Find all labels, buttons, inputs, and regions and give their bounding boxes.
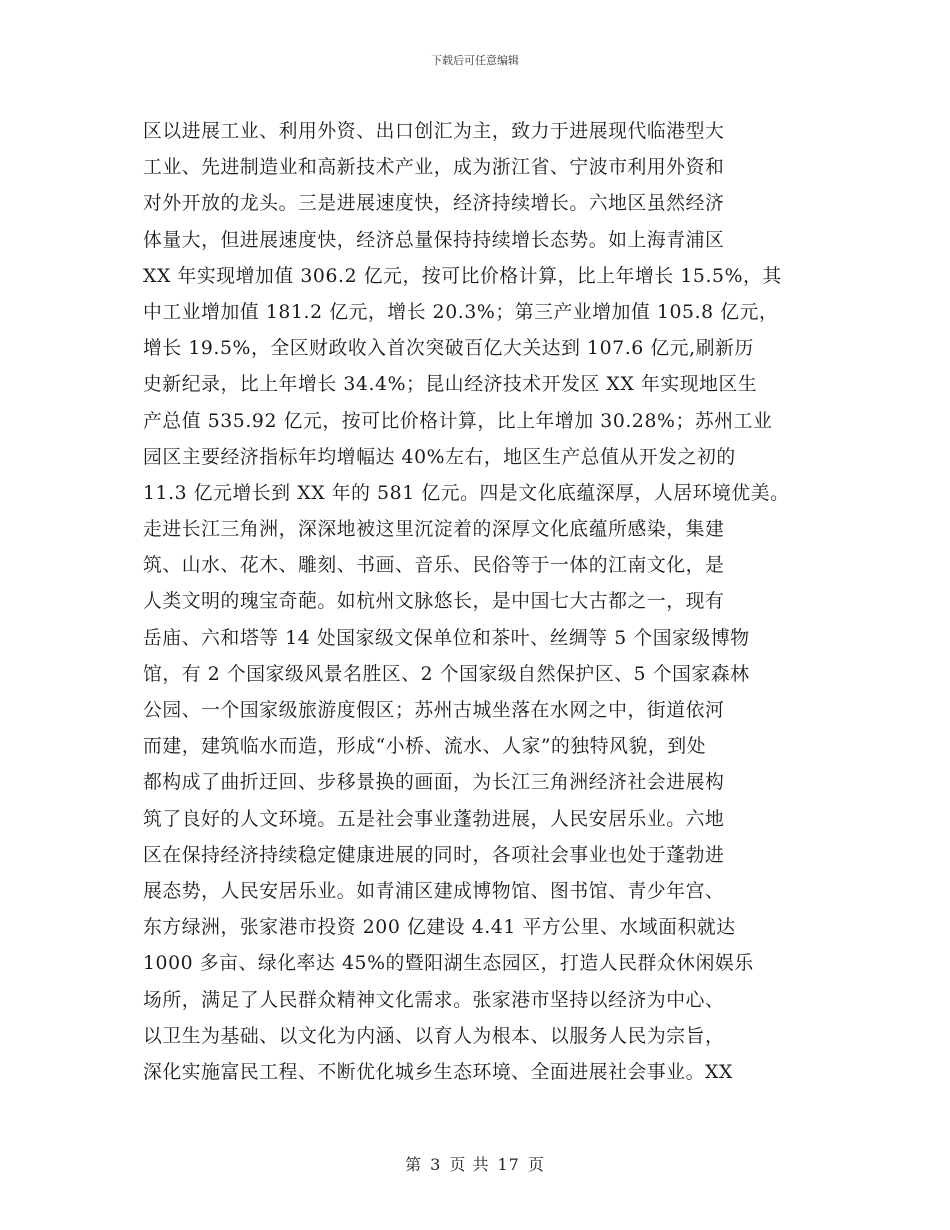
text-line: 展态势，人民安居乐业。如青浦区建成博物馆、图书馆、青少年宫、: [143, 880, 725, 902]
text-line: 岳庙、六和塔等 14 处国家级文保单位和茶叶、丝绸等 5 个国家级博物: [143, 627, 750, 649]
text-line: 馆，有 2 个国家级风景名胜区、2 个国家级自然保护区、5 个国家森林: [143, 663, 750, 685]
text-line: 以卫生为基础、以文化为内涵、以育人为根本、以服务人民为宗旨，: [143, 1025, 725, 1047]
text-line: 区在保持经济持续稳定健康进展的同时，各项社会事业也处于蓬勃进: [143, 844, 725, 866]
text-line: 中工业增加值 181.2 亿元，增长 20.3%；第三产业增加值 105.8 亿元，: [143, 301, 779, 323]
footer-suffix: 页: [527, 1155, 545, 1174]
text-line: 1000 多亩、绿化率达 45%的暨阳湖生态园区，打造人民群众休闲娱乐: [143, 953, 754, 975]
text-line: 区以进展工业、利用外资、出口创汇为主，致力于进展现代临港型大: [143, 121, 725, 142]
text-line: 而建，建筑临水而造，形成“小桥、流水、人家”的独特风貌，到处: [143, 736, 707, 758]
footer-middle: 页 共: [449, 1155, 490, 1174]
text-line: 增长 19.5%，全区财政收入首次突破百亿大关达到 107.6 亿元,刷新历: [143, 338, 754, 360]
document-body: [143, 114, 813, 1091]
text-line: 场所，满足了人民群众精神文化需求。张家港市坚持以经济为中心、: [143, 989, 725, 1011]
text-line: 筑了良好的人文环境。五是社会事业蓬勃进展，人民安居乐业。六地: [143, 808, 725, 830]
text-line: 深化实施富民工程、不断优化城乡生态环境、全面进展社会事业。XX: [143, 1061, 733, 1083]
footer-page-number: 3: [430, 1155, 442, 1174]
text-line: 走进长江三角洲，深深地被这里沉淀着的深厚文化底蕴所感染，集建: [143, 519, 725, 541]
text-line: 园区主要经济指标年均增幅达 40%左右，地区生产总值从开发之初的: [143, 446, 736, 468]
page-footer: [0, 1152, 950, 1175]
text-line: 对外开放的龙头。三是进展速度快，经济持续增长。六地区虽然经济: [143, 193, 725, 215]
footer-prefix: 第: [405, 1155, 423, 1174]
page-header: 下载后可任意编辑: [431, 54, 519, 67]
text-line: 都构成了曲折迂回、步移景换的画面，为长江三角洲经济社会进展构: [143, 772, 725, 794]
text-line: 体量大，但进展速度快，经济总量保持持续增长态势。如上海青浦区: [143, 229, 725, 251]
text-line: 产总值 535.92 亿元，按可比价格计算，比上年增加 30.28%；苏州工业: [143, 410, 773, 432]
text-line: 史新纪录，比上年增长 34.4%；昆山经济技术开发区 XX 年实现地区生: [143, 374, 758, 396]
text-line: 东方绿洲，张家港市投资 200 亿建设 4.41 平方公里、水域面积就达: [143, 917, 736, 939]
footer-total-pages: 17: [497, 1155, 520, 1174]
text-line: 工业、先进制造业和高新技术产业，成为浙江省、宁波市利用外资和: [143, 157, 725, 179]
text-line: XX 年实现增加值 306.2 亿元，按可比价格计算，比上年增长 15.5%，其: [143, 265, 782, 287]
text-line: 11.3 亿元增长到 XX 年的 581 亿元。四是文化底蕴深厚，人居环境优美。: [143, 482, 790, 504]
text-line: 筑、山水、花木、雕刻、书画、音乐、民俗等于一体的江南文化，是: [143, 555, 725, 577]
text-line: 人类文明的瑰宝奇葩。如杭州文脉悠长，是中国七大古都之一，现有: [143, 591, 725, 613]
text-line: 公园、一个国家级旅游度假区；苏州古城坐落在水网之中，街道依河: [143, 700, 725, 721]
